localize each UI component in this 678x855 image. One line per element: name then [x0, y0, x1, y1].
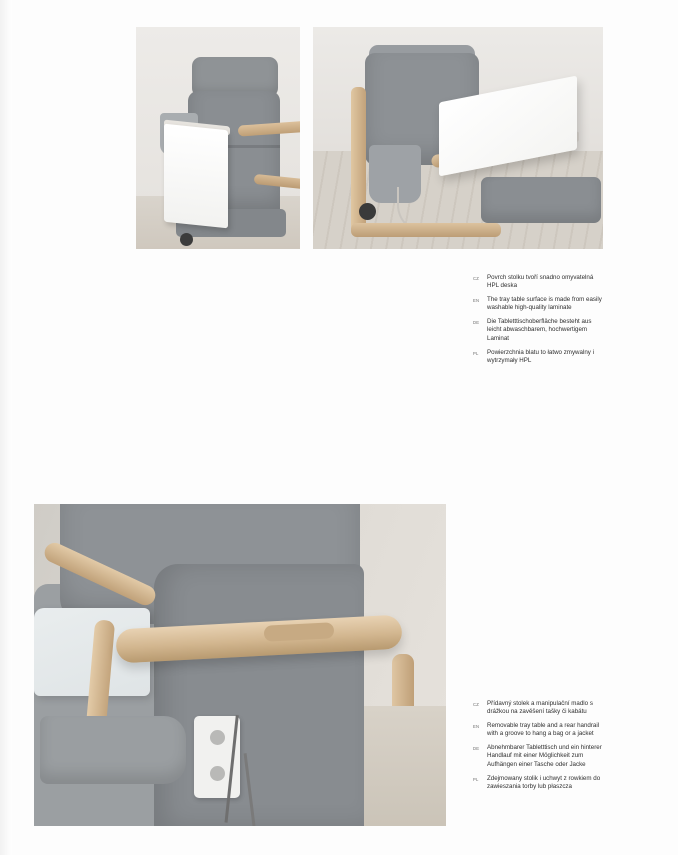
- page-left-edge: [0, 0, 12, 855]
- bracket-bolt-upper: [210, 730, 225, 745]
- chair-caster-wheel: [359, 203, 376, 220]
- handrail-caption: [473, 700, 603, 797]
- caption-text: Removable tray table and a rear handrail with a groove to hang a bag or a jacket: [487, 722, 600, 738]
- photo-handrail-and-bracket-closeup: [34, 504, 446, 826]
- felt-storage-pouch: [40, 716, 186, 784]
- language-code: DE: [473, 746, 480, 752]
- photo-tray-table-deployed-three-quarter-view: [313, 27, 603, 249]
- bracket-bolt-lower: [210, 766, 225, 781]
- caption-row-de: [473, 318, 603, 342]
- caption-row-de: [473, 744, 603, 768]
- language-code: DE: [473, 320, 480, 326]
- caption-text: Powierzchnia blatu to łatwo zmywalny i wytrzymały HPL: [487, 348, 594, 364]
- tray-table-surface-caption: [473, 274, 603, 371]
- chair-caster-wheel: [180, 233, 193, 246]
- caption-row-cz: [473, 274, 603, 290]
- control-cable-secondary: [244, 747, 306, 826]
- language-code: PL: [473, 350, 479, 356]
- caption-text: Zdejmowany stolik i uchwyt z rowkiem do zawieszania torby lub płaszcza: [487, 774, 601, 790]
- caption-row-en: [473, 722, 603, 738]
- tray-table-surface: [164, 124, 228, 229]
- caption-text: Abnehmbarer Tabletttisch und ein hinterer Handlauf mit einer Möglichkeit zum Aufhängen einer Tasche oder Jacke: [487, 744, 602, 768]
- language-code: CZ: [473, 702, 479, 707]
- caption-row-cz: [473, 700, 603, 716]
- language-code: PL: [473, 776, 479, 782]
- chair-seat: [481, 177, 601, 223]
- caption-row-en: [473, 296, 603, 312]
- language-code: EN: [473, 298, 480, 304]
- caption-text: Povrch stolku tvoří snadno omyvatelná HPL deska: [487, 274, 594, 290]
- caption-row-pl: [473, 775, 603, 791]
- photo-background-floor: [364, 706, 446, 826]
- caption-text: Die Tabletttischoberfläche besteht aus leicht abwaschbarem, hochwertigem Laminat: [487, 318, 592, 342]
- language-code: CZ: [473, 276, 479, 281]
- photo-tray-table-folded-side-view: [136, 27, 300, 249]
- caption-text: Přídavný stolek a manipulační madlo s drážkou na zavěšení tašky či kabátu: [487, 700, 593, 716]
- caption-row-pl: [473, 349, 603, 365]
- chair-wood-frame-base: [351, 223, 501, 237]
- language-code: EN: [473, 724, 480, 730]
- caption-text: The tray table surface is made from easily washable high-quality laminate: [487, 296, 602, 312]
